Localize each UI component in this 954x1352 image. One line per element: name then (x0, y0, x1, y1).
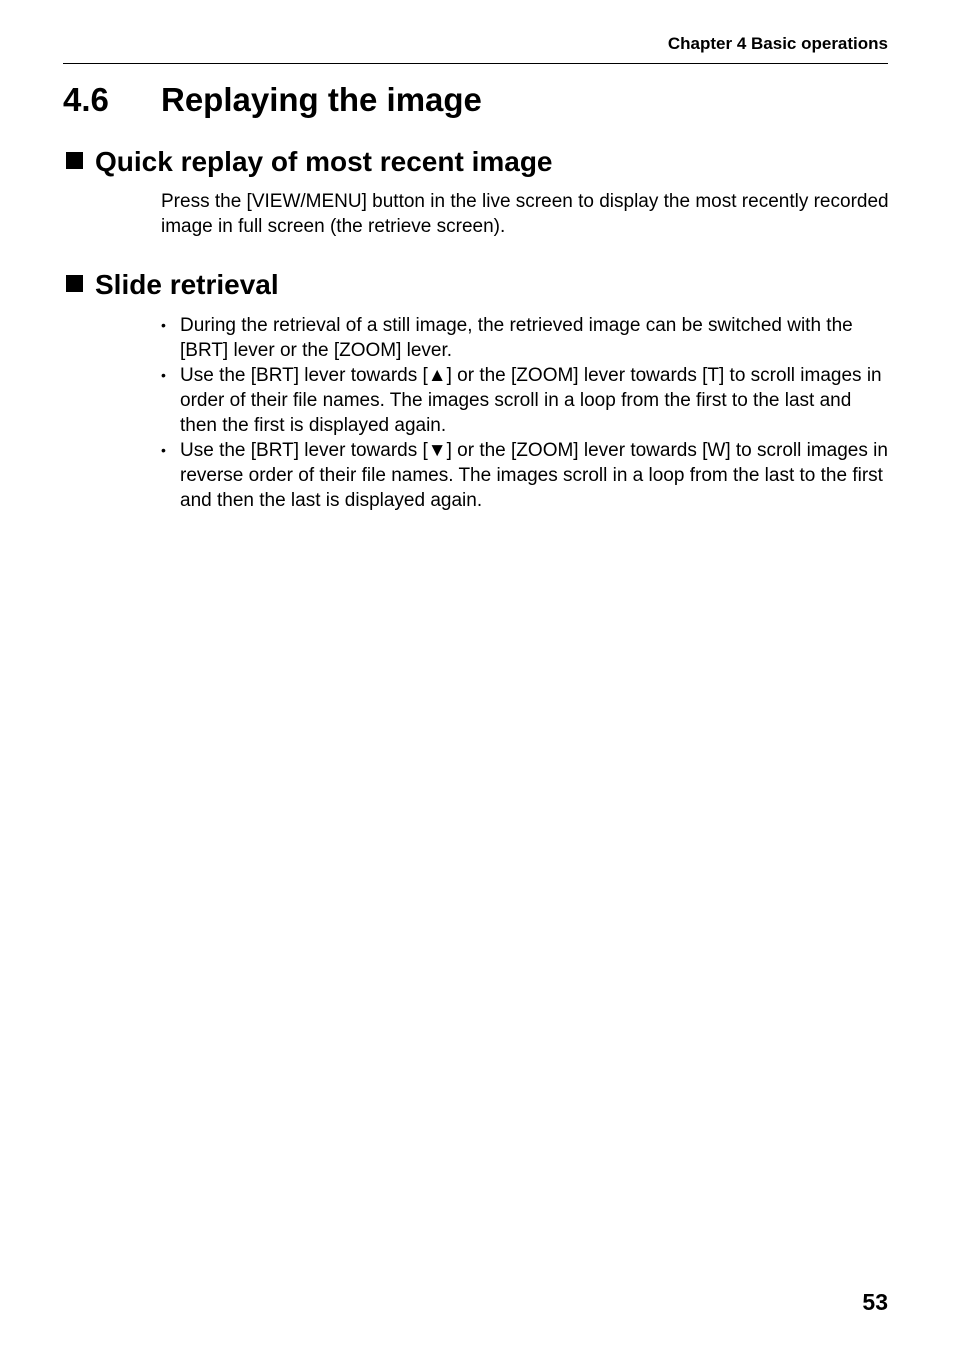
page-number: 53 (862, 1289, 888, 1315)
subheading-quick-replay (63, 145, 553, 179)
section-number: 4.6 (63, 81, 109, 118)
subheading-slide-retrieval (63, 268, 279, 302)
list-item (161, 313, 891, 363)
header-divider (63, 63, 888, 64)
list-item-text: Use the [BRT] lever towards [▲] or the [ZOOM] lever towards [T] to scroll images in order of their file names. The images scroll in a loop from the first to the last and then the first is displayed again. (180, 365, 882, 436)
slide-retrieval-list (161, 313, 891, 513)
subheading-quick-replay-text: Quick replay of most recent image (95, 146, 553, 177)
quick-replay-paragraph: Press the [VIEW/MENU] button in the live screen to display the most recently recorded image in full screen (the retrieve screen). (161, 191, 889, 237)
bullet-icon: • (161, 367, 166, 383)
subheading-slide-retrieval-text: Slide retrieval (95, 269, 279, 300)
section-title (63, 80, 482, 120)
bullet-icon: • (161, 317, 166, 333)
list-item (161, 363, 891, 438)
bullet-icon: • (161, 442, 166, 458)
list-item (161, 438, 891, 513)
list-item-text: Use the [BRT] lever towards [▼] or the [ZOOM] lever towards [W] to scroll images in reverse order of their file names. The images scroll in a loop from the last to the first and then the last is displayed again. (180, 440, 888, 511)
running-header: Chapter 4 Basic operations (667, 34, 888, 53)
square-bullet-icon (66, 152, 83, 169)
list-item-text: During the retrieval of a still image, the retrieved image can be switched with the [BRT] lever or the [ZOOM] lever. (180, 315, 853, 361)
section-title-text: Replaying the image (161, 81, 482, 118)
square-bullet-icon (66, 275, 83, 292)
